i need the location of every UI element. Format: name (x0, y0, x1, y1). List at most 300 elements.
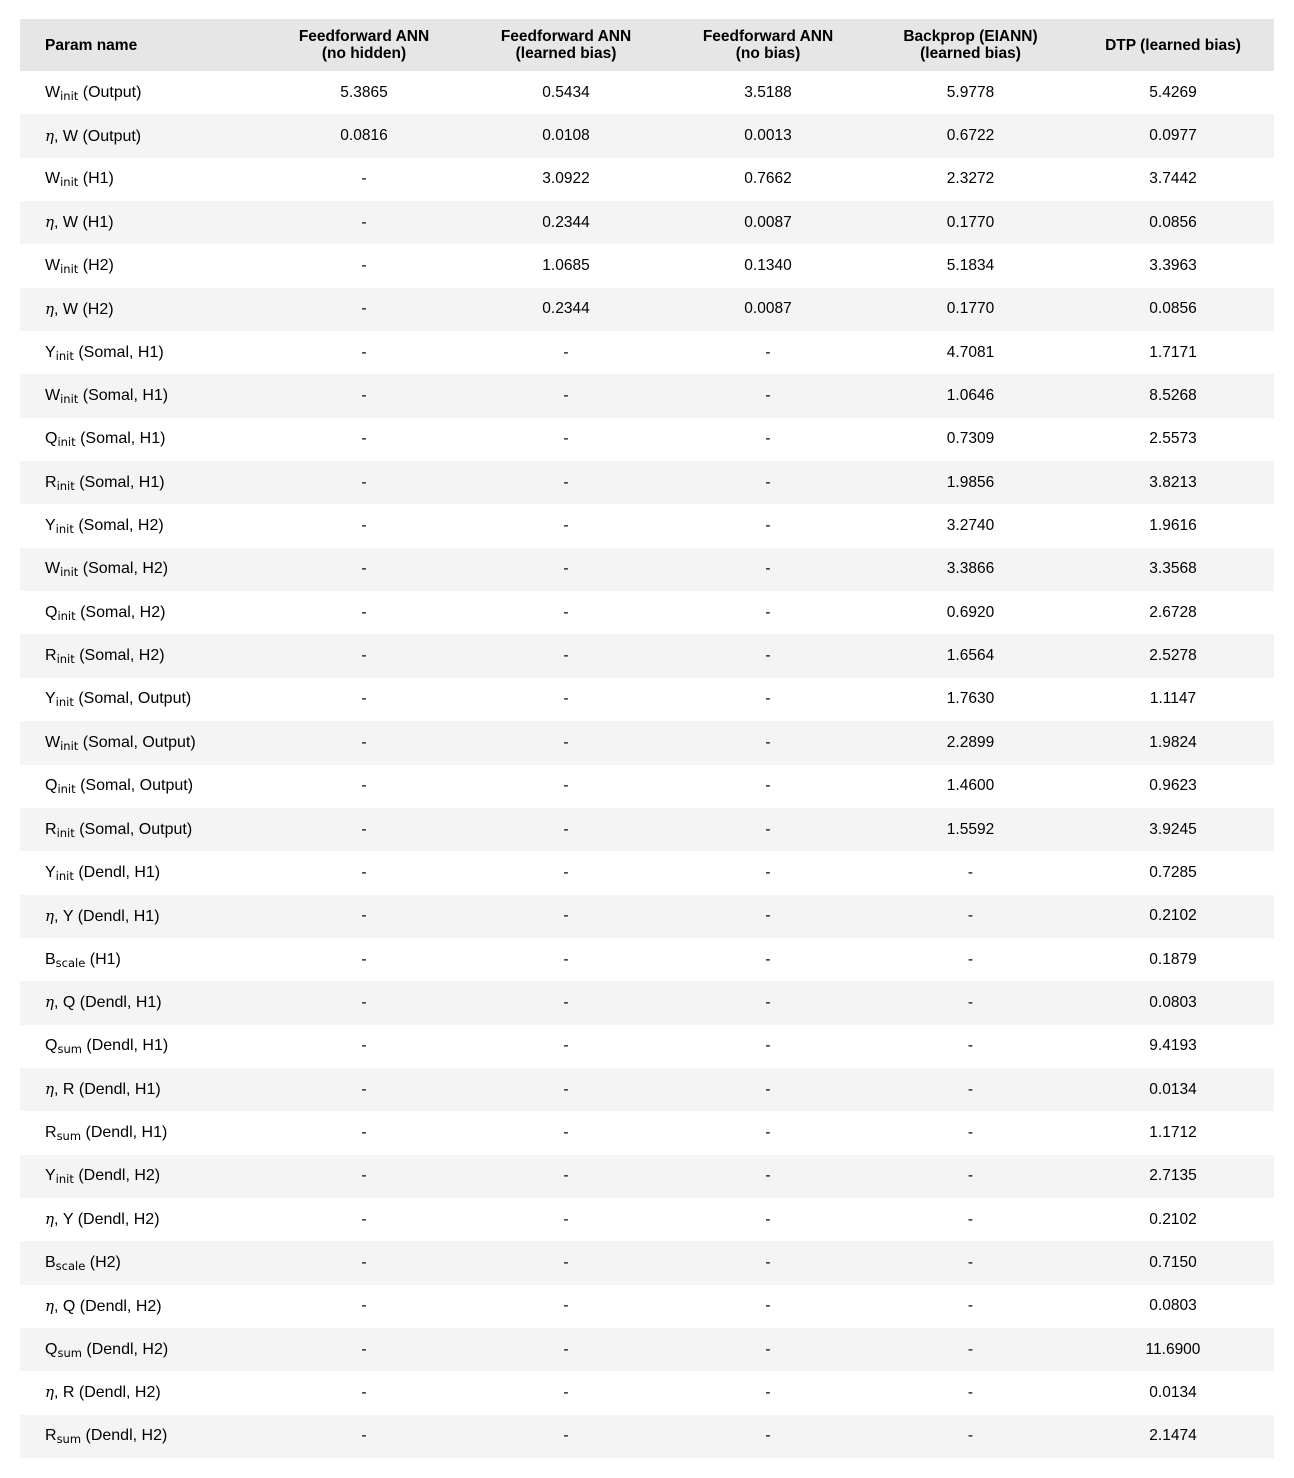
value-cell: - (967, 863, 974, 881)
header-ff-ann-no-hidden (263, 19, 465, 71)
value-cell: 1.5592 (946, 820, 995, 838)
header-param-name (20, 19, 263, 71)
value-cell: - (563, 473, 569, 491)
parameter-table (20, 19, 1274, 1458)
value-cell: - (765, 1037, 771, 1055)
value-cell: - (967, 1427, 974, 1445)
column-header-line2: (no bias) (735, 45, 801, 62)
param-name-cell (20, 1198, 263, 1241)
param-subscript: init (60, 565, 79, 580)
value-cell: - (563, 690, 569, 708)
value-cell: - (361, 1167, 367, 1185)
value-cell: - (563, 820, 569, 838)
param-name-cell (20, 331, 263, 374)
value-cell: 5.4269 (1149, 83, 1197, 101)
value-cell: 0.0856 (1149, 300, 1197, 318)
param-qualifier: (Dendl, H2) (73, 1211, 160, 1229)
param-symbol: B (45, 950, 56, 968)
header-row (20, 19, 1274, 71)
param-name-cell (20, 1025, 263, 1068)
table-row (20, 1111, 1274, 1154)
value-cell: - (361, 517, 367, 535)
param-qualifier: (Dendl, H1) (73, 863, 161, 881)
value-cell: - (361, 733, 367, 751)
param-qualifier: (Dendl, H2) (75, 1297, 162, 1315)
param-subscript: init (60, 738, 79, 753)
value-cell: - (765, 343, 771, 361)
value-cell: 3.8213 (1149, 473, 1197, 491)
param-subscript: init (56, 652, 75, 667)
value-cell: - (361, 690, 367, 708)
value-cell: 5.9778 (946, 83, 995, 101)
value-cell: 11.6900 (1145, 1340, 1201, 1358)
param-qualifier: (Dendl, H1) (81, 1037, 169, 1055)
value-cell: 0.2344 (542, 213, 590, 231)
value-cell: - (967, 1037, 974, 1055)
eta-symbol: η (45, 1383, 54, 1402)
value-cell: - (361, 1383, 367, 1401)
eta-symbol: η (45, 906, 54, 925)
value-cell: 2.2899 (946, 733, 995, 751)
param-qualifier: (Somal, H2) (75, 603, 166, 621)
param-qualifier: (Dendl, H1) (74, 1081, 161, 1099)
table-row (20, 1025, 1274, 1068)
value-cell: - (967, 950, 974, 968)
value-cell: - (765, 690, 771, 708)
value-cell: 0.0108 (542, 127, 590, 145)
param-qualifier: (Somal, H1) (75, 430, 166, 448)
value-cell: 2.3272 (946, 170, 995, 188)
param-subscript: init (57, 608, 76, 623)
header-ff-ann-learned-bias (465, 19, 667, 71)
eta-symbol: η (45, 126, 54, 145)
param-qualifier: (Somal, H1) (78, 387, 169, 405)
param-qualifier: (Somal, Output) (75, 777, 194, 795)
param-subscript: scale (55, 1258, 86, 1273)
value-cell: - (765, 993, 771, 1011)
param-subscript: init (60, 392, 79, 407)
column-header-line1: Param name (45, 36, 138, 54)
value-cell: - (563, 1080, 569, 1098)
param-subscript: init (60, 175, 79, 190)
param-name-cell (20, 1415, 263, 1458)
value-cell: 2.6728 (1149, 603, 1197, 621)
param-qualifier: (Output) (78, 127, 142, 145)
value-cell: 1.0646 (946, 387, 995, 405)
table-row (20, 244, 1274, 287)
table-header (20, 19, 1274, 71)
value-cell: - (765, 473, 771, 491)
value-cell: 0.9623 (1149, 777, 1197, 795)
param-name-cell (20, 158, 263, 201)
value-cell: 1.0685 (542, 257, 590, 275)
value-cell: - (563, 1383, 569, 1401)
value-cell: - (361, 473, 367, 491)
table-row (20, 461, 1274, 504)
value-cell: - (361, 387, 367, 405)
param-name-cell (20, 591, 263, 634)
param-symbol: R (45, 1123, 57, 1141)
param-symbol: Y (45, 690, 56, 708)
param-name-cell (20, 938, 263, 981)
param-symbol: Q (45, 603, 58, 621)
param-symbol: W (45, 733, 61, 751)
value-cell: 0.2102 (1149, 907, 1197, 925)
param-name-cell (20, 71, 263, 114)
value-cell: - (361, 1123, 367, 1141)
param-name-cell (20, 201, 263, 244)
param-qualifier: (H2) (85, 1253, 121, 1271)
value-cell: 0.7285 (1149, 863, 1197, 881)
param-name-cell (20, 374, 263, 417)
table-row (20, 1155, 1274, 1198)
param-subscript: init (56, 825, 75, 840)
param-qualifier: (Dendl, H2) (81, 1427, 168, 1445)
value-cell: - (361, 1210, 367, 1228)
value-cell: - (563, 777, 569, 795)
param-name-cell (20, 548, 263, 591)
value-cell: - (967, 1297, 974, 1315)
table-row (20, 1371, 1274, 1414)
value-cell: - (765, 777, 771, 795)
value-cell: - (765, 387, 771, 405)
param-subscript: sum (56, 1432, 82, 1447)
column-header-line1: Feedforward ANN (298, 28, 430, 45)
value-cell: - (361, 170, 367, 188)
param-qualifier: (H1) (78, 170, 114, 188)
value-cell: - (563, 950, 569, 968)
eta-symbol: η (45, 993, 54, 1012)
value-cell: 0.0856 (1149, 213, 1197, 231)
param-symbol: B (45, 1253, 56, 1271)
table-row (20, 1241, 1274, 1284)
value-cell: - (361, 907, 367, 925)
value-cell: - (563, 1340, 569, 1358)
value-cell: 3.0922 (542, 170, 590, 188)
value-cell: - (361, 343, 367, 361)
value-cell: - (765, 907, 771, 925)
column-header-line1: Feedforward ANN (702, 28, 834, 45)
column-header-line1: Backprop (EIANN) (903, 28, 1038, 45)
value-cell: 1.9824 (1149, 733, 1197, 751)
table-row (20, 288, 1274, 331)
value-cell: 0.1340 (744, 257, 792, 275)
value-cell: 3.3963 (1149, 257, 1197, 275)
value-cell: 1.7630 (946, 690, 995, 708)
value-cell: - (361, 1297, 367, 1315)
value-cell: - (765, 430, 771, 448)
table-row (20, 71, 1274, 114)
param-subscript: init (55, 348, 74, 363)
param-qualifier: (Dendl, H2) (73, 1167, 161, 1185)
value-cell: - (361, 820, 367, 838)
table-row (20, 895, 1274, 938)
value-cell: - (563, 560, 569, 578)
param-subscript: init (55, 522, 74, 537)
value-cell: - (563, 647, 569, 665)
value-cell: - (765, 733, 771, 751)
column-header-line2: (learned bias) (920, 45, 1021, 62)
value-cell: 0.7662 (744, 170, 792, 188)
value-cell: - (361, 1340, 367, 1358)
value-cell: - (765, 560, 771, 578)
value-cell: - (563, 343, 569, 361)
param-name-cell (20, 1285, 263, 1328)
value-cell: 5.1834 (946, 257, 995, 275)
param-name-cell (20, 114, 263, 157)
table-row (20, 938, 1274, 981)
value-cell: 9.4193 (1149, 1037, 1197, 1055)
column-header-line1: DTP (learned bias) (1105, 36, 1241, 54)
param-qualifier: (Somal, H1) (73, 343, 164, 361)
value-cell: - (563, 907, 569, 925)
value-cell: - (361, 430, 367, 448)
param-qualifier: (Dendl, H2) (81, 1340, 169, 1358)
value-cell: 1.9856 (946, 473, 995, 491)
value-cell: 3.9245 (1149, 820, 1197, 838)
param-subscript: init (56, 478, 75, 493)
value-cell: - (361, 560, 367, 578)
value-cell: - (967, 1210, 974, 1228)
param-symbol: W (45, 560, 61, 578)
value-cell: 0.0816 (340, 127, 388, 145)
value-cell: - (361, 863, 367, 881)
value-cell: 0.6920 (946, 603, 995, 621)
value-cell: 3.2740 (946, 517, 995, 535)
value-cell: 1.7171 (1149, 343, 1197, 361)
table-row (20, 1068, 1274, 1111)
param-subscript: init (60, 262, 79, 277)
value-cell: 1.4600 (946, 777, 995, 795)
table-row (20, 721, 1274, 764)
value-cell: 0.1770 (946, 300, 995, 318)
column-header-line1: Feedforward ANN (500, 28, 632, 45)
value-cell: 4.7081 (946, 343, 995, 361)
value-cell: - (563, 1123, 569, 1141)
value-cell: 0.5434 (542, 83, 590, 101)
param-subscript: scale (55, 955, 86, 970)
table-row (20, 1415, 1274, 1458)
value-cell: - (765, 1080, 771, 1098)
param-symbol: Q (45, 1037, 58, 1055)
param-symbol: W (45, 387, 61, 405)
param-subscript: init (57, 435, 76, 450)
value-cell: - (765, 647, 771, 665)
value-cell: - (361, 603, 367, 621)
param-name-cell (20, 288, 263, 331)
param-name-cell (20, 1068, 263, 1111)
param-symbol: , W (54, 214, 78, 232)
param-symbol: R (45, 473, 57, 491)
param-symbol: Q (45, 777, 58, 795)
table-row (20, 851, 1274, 894)
table-body (20, 71, 1274, 1458)
param-subscript: sum (57, 1345, 82, 1360)
value-cell: 8.5268 (1149, 387, 1197, 405)
value-cell: 0.0803 (1149, 993, 1197, 1011)
param-qualifier: (Somal, Output) (74, 820, 193, 838)
value-cell: - (563, 1427, 569, 1445)
param-name-cell (20, 1241, 263, 1284)
value-cell: - (765, 603, 771, 621)
param-subscript: init (57, 782, 76, 797)
value-cell: - (563, 863, 569, 881)
value-cell: 0.2102 (1149, 1210, 1197, 1228)
value-cell: 1.1712 (1149, 1123, 1197, 1141)
value-cell: 0.2344 (542, 300, 590, 318)
value-cell: 1.9616 (1149, 517, 1197, 535)
eta-symbol: η (45, 1210, 54, 1229)
param-qualifier: (Somal, H2) (78, 560, 169, 578)
param-name-cell (20, 1371, 263, 1414)
param-qualifier: (Output) (78, 83, 142, 101)
value-cell: - (563, 1037, 569, 1055)
value-cell: - (765, 950, 771, 968)
param-name-cell (20, 244, 263, 287)
param-qualifier: (Somal, Output) (73, 690, 192, 708)
value-cell: - (765, 1427, 771, 1445)
param-name-cell (20, 721, 263, 764)
param-name-cell (20, 418, 263, 461)
param-symbol: W (45, 257, 61, 275)
param-symbol: R (45, 647, 57, 665)
param-name-cell (20, 851, 263, 894)
value-cell: - (563, 1167, 569, 1185)
param-qualifier: (Dendl, H1) (73, 907, 160, 925)
param-name-cell (20, 461, 263, 504)
value-cell: - (563, 517, 569, 535)
value-cell: - (361, 1253, 367, 1271)
value-cell: 1.1147 (1149, 690, 1197, 708)
value-cell: - (361, 1080, 367, 1098)
value-cell: - (967, 907, 974, 925)
value-cell: 0.7150 (1149, 1253, 1197, 1271)
value-cell: - (563, 603, 569, 621)
table-row (20, 678, 1274, 721)
param-name-cell (20, 1111, 263, 1154)
value-cell: 2.5573 (1149, 430, 1197, 448)
param-name-cell (20, 1328, 263, 1371)
value-cell: - (361, 213, 367, 231)
value-cell: 0.7309 (946, 430, 995, 448)
table-row (20, 981, 1274, 1024)
param-symbol: Y (45, 517, 56, 535)
table-row (20, 158, 1274, 201)
eta-symbol: η (45, 299, 54, 318)
value-cell: - (765, 1167, 771, 1185)
param-symbol: W (45, 170, 61, 188)
param-qualifier: (Dendl, H2) (74, 1384, 161, 1402)
eta-symbol: η (45, 1080, 54, 1099)
param-qualifier: (Somal, H2) (74, 647, 165, 665)
param-symbol: , W (54, 300, 78, 318)
param-qualifier: (H2) (78, 300, 114, 318)
value-cell: 0.0087 (744, 300, 792, 318)
value-cell: - (967, 993, 974, 1011)
param-name-cell (20, 504, 263, 547)
value-cell: - (765, 517, 771, 535)
param-symbol: Q (45, 430, 58, 448)
param-name-cell (20, 808, 263, 851)
column-header-line2: (learned bias) (515, 45, 617, 62)
value-cell: - (765, 1253, 771, 1271)
value-cell: 0.0013 (744, 127, 792, 145)
table-row (20, 634, 1274, 677)
value-cell: - (563, 1210, 569, 1228)
value-cell: 1.6564 (946, 647, 995, 665)
value-cell: - (765, 1123, 771, 1141)
param-symbol: , Y (54, 1211, 74, 1229)
param-subscript: init (55, 1172, 74, 1187)
param-symbol: , Y (54, 907, 74, 925)
param-symbol: , Q (54, 1297, 76, 1315)
value-cell: 3.7442 (1149, 170, 1197, 188)
table-row (20, 591, 1274, 634)
value-cell: - (765, 863, 771, 881)
value-cell: 0.6722 (946, 127, 995, 145)
param-symbol: , W (54, 127, 78, 145)
param-qualifier: (Dendl, H1) (81, 1123, 168, 1141)
value-cell: - (361, 777, 367, 795)
param-qualifier: (H2) (78, 257, 114, 275)
param-qualifier: (Somal, H2) (73, 517, 164, 535)
value-cell: - (361, 950, 367, 968)
value-cell: - (361, 647, 367, 665)
table-row (20, 548, 1274, 591)
column-header-line2: (no hidden) (321, 45, 407, 62)
value-cell: - (967, 1383, 974, 1401)
value-cell: - (967, 1340, 974, 1358)
parameter-table-container (20, 19, 1274, 1458)
param-symbol: , R (54, 1384, 75, 1402)
param-symbol: , R (54, 1081, 75, 1099)
value-cell: - (765, 1340, 771, 1358)
param-subscript: sum (56, 1128, 82, 1143)
value-cell: 0.0134 (1149, 1080, 1197, 1098)
table-row (20, 331, 1274, 374)
table-row (20, 418, 1274, 461)
value-cell: - (967, 1253, 974, 1271)
param-symbol: Y (45, 863, 56, 881)
param-subscript: init (55, 868, 74, 883)
param-symbol: R (45, 1427, 57, 1445)
value-cell: 2.7135 (1149, 1167, 1197, 1185)
param-symbol: Y (45, 343, 56, 361)
param-name-cell (20, 895, 263, 938)
value-cell: - (967, 1080, 974, 1098)
value-cell: - (765, 1383, 771, 1401)
param-qualifier: (H1) (85, 950, 121, 968)
param-name-cell (20, 981, 263, 1024)
value-cell: - (361, 257, 367, 275)
value-cell: 2.1474 (1149, 1427, 1197, 1445)
value-cell: - (563, 430, 569, 448)
table-row (20, 201, 1274, 244)
header-dtp-learned-bias (1072, 19, 1274, 71)
param-qualifier: (Somal, H1) (74, 473, 165, 491)
table-row (20, 1328, 1274, 1371)
value-cell: 0.1770 (946, 213, 995, 231)
param-symbol: , Q (54, 994, 76, 1012)
value-cell: - (361, 1037, 367, 1055)
value-cell: - (563, 993, 569, 1011)
value-cell: 0.1879 (1149, 950, 1197, 968)
value-cell: - (361, 1427, 367, 1445)
eta-symbol: η (45, 1296, 54, 1315)
param-qualifier: (Dendl, H1) (75, 994, 162, 1012)
param-symbol: W (45, 83, 61, 101)
value-cell: - (765, 1210, 771, 1228)
